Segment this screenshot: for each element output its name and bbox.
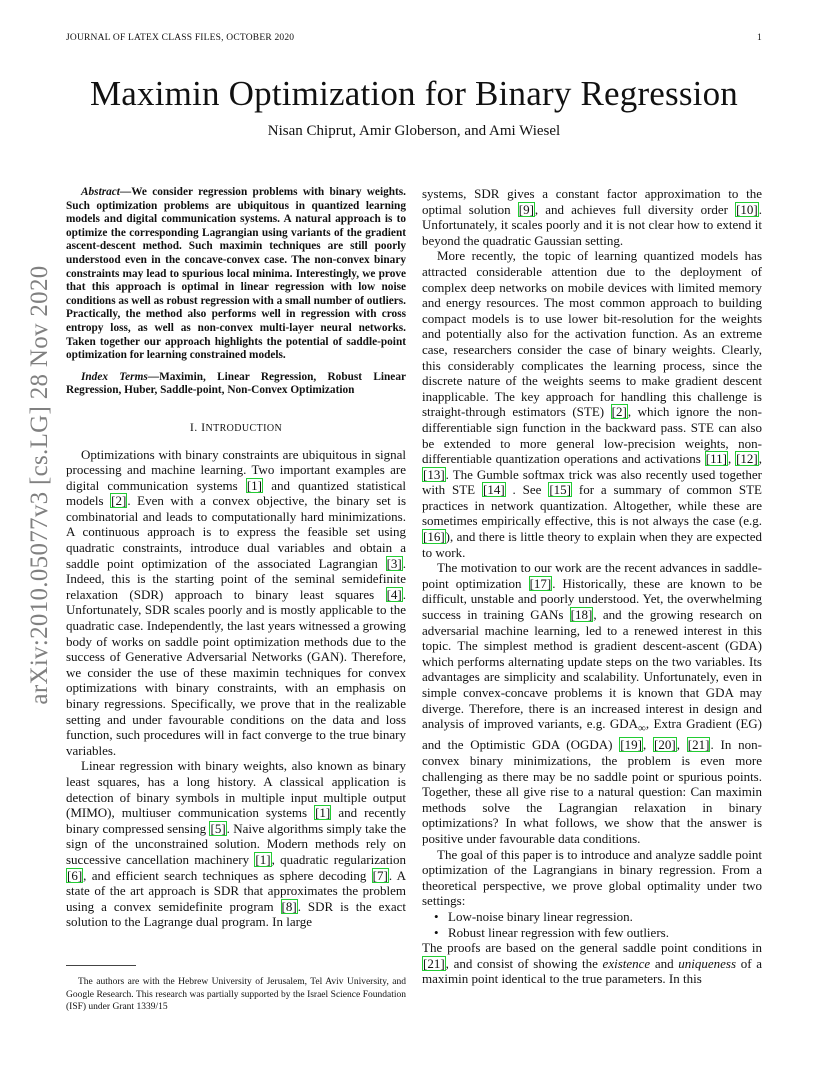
citation-link[interactable]: [21] bbox=[423, 955, 445, 971]
citation-link[interactable]: [11] bbox=[705, 451, 727, 467]
citation-link[interactable]: [12] bbox=[736, 451, 758, 467]
citation-link[interactable]: [1] bbox=[315, 805, 331, 821]
intro-paragraph-2: Linear regression with binary weights, also known as binary least squares, has a long history. A classical application is detection of binary symbols in multiple input multiple output (MIMO), multiuser communication systems [1] and recently binary compressed sensing [5]. Naive algorithms simply take the sign of the unconstrained solution. Modern methods rely on successive cancellation machinery [1], quadratic regularization [6], and efficient search techniques as sphere decoding [7]. A state of the art approach is SDR that approximates the problem using a convex semidefinite program [8]. SDR is the exact solution to the Lagrange dual program. In large bbox=[66, 758, 407, 930]
page-number: 1 bbox=[757, 33, 762, 43]
left-column bbox=[66, 186, 406, 930]
right-column bbox=[422, 186, 762, 987]
arxiv-id: arXiv:2010.05077v3 [cs.LG] 28 Nov 2020 bbox=[26, 265, 53, 705]
citation-link[interactable]: [18] bbox=[570, 607, 593, 623]
citation-link[interactable]: [5] bbox=[210, 820, 226, 836]
paper-title: Maximin Optimization for Binary Regression bbox=[89, 74, 739, 113]
list-item: • Low-noise binary linear regression. bbox=[422, 909, 762, 925]
intro-paragraph-3: systems, SDR gives a constant factor approximation to the optimal solution [9], and achieves full diversity order [10]. Unfortunately, it scales poorly and it is not clear how to extend it beyond the quadratic Gaussian setting. bbox=[422, 186, 762, 248]
footnote-rule bbox=[66, 965, 136, 966]
index-terms-label: Index Terms bbox=[81, 370, 148, 383]
citation-link[interactable]: [21] bbox=[687, 737, 710, 753]
arxiv-stamp bbox=[10, 265, 70, 705]
citation-link[interactable]: [20] bbox=[654, 737, 676, 753]
citation-link[interactable]: [17] bbox=[529, 575, 552, 591]
abstract-label: Abstract bbox=[81, 186, 120, 198]
index-terms: Index Terms—Maximin, Linear Regression, Robust Linear Regression, Huber, Saddle-point, Non-Convex Optimization bbox=[66, 370, 406, 397]
citation-link[interactable]: [1] bbox=[246, 477, 263, 493]
intro-paragraph-6: The goal of this paper is to introduce and analyze saddle point optimization of the Lagrangians in binary regression. From a theoretical perspective, we prove global optimality under two settings: bbox=[422, 846, 762, 909]
citation-link[interactable]: [13] bbox=[423, 466, 445, 482]
citation-link[interactable]: [1] bbox=[255, 851, 271, 867]
citation-link[interactable]: [16] bbox=[423, 529, 445, 545]
intro-paragraph-1: Optimizations with binary constraints are ubiquitous in signal processing and machine learning. Two important examples are digital communication systems [1] and quantized statistical models [2]. Even with a convex objective, the binary set is combinatorial and leads to computationally hard minimizations. A continuous approach is to express the feasible set using quadratic constraints, introduce dual variables and obtain a saddle point optimization of the associated Lagrangian [3]. Indeed, this is the starting point of the seminal semidefinite relaxation (SDR) approach to binary least squares [4]. Unfortunately, SDR scales poorly and is mostly applicable to the quadratic case. Independently, the last years witnessed a growing body of works on saddle point optimization methods due to the success of Generative Adversarial Networks (GAN). Therefore, we consider the use of these maximin techniques for convex optimizations with binary constraints, with an emphasis on binary regressions. Specifically, we prove that in the realizable setting and under favourable conditions on the data and loss function, such procedures will in fact converge to the true binary variables. bbox=[66, 446, 406, 758]
citation-link[interactable]: [3] bbox=[386, 555, 402, 571]
intro-paragraph-5: The motivation to our work are the recent advances in saddle-point optimization [17]. Historically, these are known to be difficult, unstable and poorly understood. Yet, the overwhelming success in training GANs [18], and the growing research on adversarial machine learning, led to a renewed interest in this topic. The simplest method is gradient descent-ascent (GDA) which performs alternating update steps on the two variables. Its advantages are simplicity and scalability. Unfortunately, even in simple convex-concave problems it is known that GDA may diverge. Therefore, there is an increased interest in design and analysis of improved variants, e.g. $GDA_\infty$, Extra Gradient (EG) and the Optimistic GDA (OGDA) [19], [20], [21]. In non-convex binary minimizations, the problem is even more challenging as there may be no saddle point or spurious points. Together, these all give rise to a natural question: Can maximin methods solve the Lagrangian relaxation in binary optimizations? In what follows, we show that the answer is positive under favourable data conditions. bbox=[422, 560, 763, 846]
journal-name: JOURNAL OF LATEX CLASS FILES, OCTOBER 2020 bbox=[66, 33, 295, 43]
running-header bbox=[66, 33, 762, 43]
paper-authors: Nisan Chiprut, Amir Globerson, and Ami Wiesel bbox=[267, 123, 561, 139]
intro-paragraph-4: More recently, the topic of learning quantized models has attracted considerable attention due to the deployment of complex deep networks on mobile devices with limited memory and energy resources. The most common approach to building compact models is to use lower bit-resolution for the weights and potentially also for the activation function. As an extreme case, researchers consider the case of binary weights. Clearly, this considerably complicates the learning process, since the discrete nature of the weights seems to make gradient descent inapplicable. The key approach for handling this challenge is straight-through estimators (STE) [2], which ignore the non-differentiable sign function in the backward pass. STE can also be extended to more general low-precision weights, non-differentiable quantization operations and activations [11], [12], [13]. The Gumble softmax trick was also recently used together with STE [14] . See [15] for a summary of common STE practices in network quantization. Altogether, while these are sometimes empirically effective, this is not always the case (e.g. [16]), and there is little theory to explain when they are expected to work. bbox=[422, 248, 763, 560]
abstract: Abstract—We consider regression problems with binary weights. Such optimization problems are ubiquitous in quantized learning models and digital communication systems. A natural approach is to optimize the corresponding Lagrangian using variants of the gradient ascent-descent method. Such maximin techniques are still poorly understood even in the concave-convex case. The non-convex binary constraints may lead to spurious local minima. Interestingly, we prove that this approach is optimal in linear regression with low noise conditions as well as robust regression with a small number of outliers. Practically, the method also performs well in regression with cross entropy loss, as well as non-convex multi-layer neural networks. Taken together our approach highlights the potential of saddle-point optimization for learning constrained models. bbox=[66, 186, 406, 362]
list-item: • Robust linear regression with few outliers. bbox=[422, 925, 762, 941]
citation-link[interactable]: [2] bbox=[611, 404, 627, 420]
abstract-text: We consider regression problems with binary weights. Such optimization problems are ubiquitous in quantized learning models and digital communication systems. A natural approach is to optimize the corresponding Lagrangian using variants of the gradient ascent-descent method. Such maximin techniques are still poorly understood even in the concave-convex case. The non-convex binary constraints may lead to spurious local minima. Interestingly, we prove that this approach is optimal in linear regression with low noise conditions as well as robust regression with a small number of outliers. Practically, the method also performs well in regression with cross entropy loss, as well as non-convex multi-layer neural networks. Taken together our approach highlights the potential of saddle-point optimization for learning constrained models. bbox=[66, 186, 406, 362]
index-terms-text: Maximin, Linear Regression, Robust Linear Regression, Huber, Saddle-point, Non-Convex Optimization bbox=[66, 370, 406, 397]
citation-link[interactable]: [6] bbox=[67, 867, 83, 883]
citation-link[interactable]: [10] bbox=[736, 201, 758, 217]
citation-link[interactable]: [9] bbox=[518, 201, 534, 217]
citation-link[interactable]: [15] bbox=[549, 482, 571, 498]
section-heading-introduction: I. INTRODUCTION bbox=[189, 419, 283, 434]
settings-list bbox=[422, 909, 762, 940]
author-footnote: The authors are with the Hebrew University of Jerusalem, Tel Aviv University, and Google Research. This research was partially supported by the Israel Science Foundation (ISF) under Grant 1339/15 bbox=[66, 977, 406, 1012]
intro-paragraph-7: The proofs are based on the general saddle point conditions in [21], and consist of showing the existence and uniqueness of a maximin point identical to the true parameters. In this bbox=[422, 940, 762, 987]
citation-link[interactable]: [7] bbox=[372, 867, 388, 883]
citation-link[interactable]: [14] bbox=[482, 482, 505, 498]
citation-link[interactable]: [4] bbox=[386, 586, 402, 602]
citation-link[interactable]: [19] bbox=[620, 737, 642, 753]
citation-link[interactable]: [8] bbox=[281, 898, 297, 914]
citation-link[interactable]: [2] bbox=[111, 493, 127, 509]
